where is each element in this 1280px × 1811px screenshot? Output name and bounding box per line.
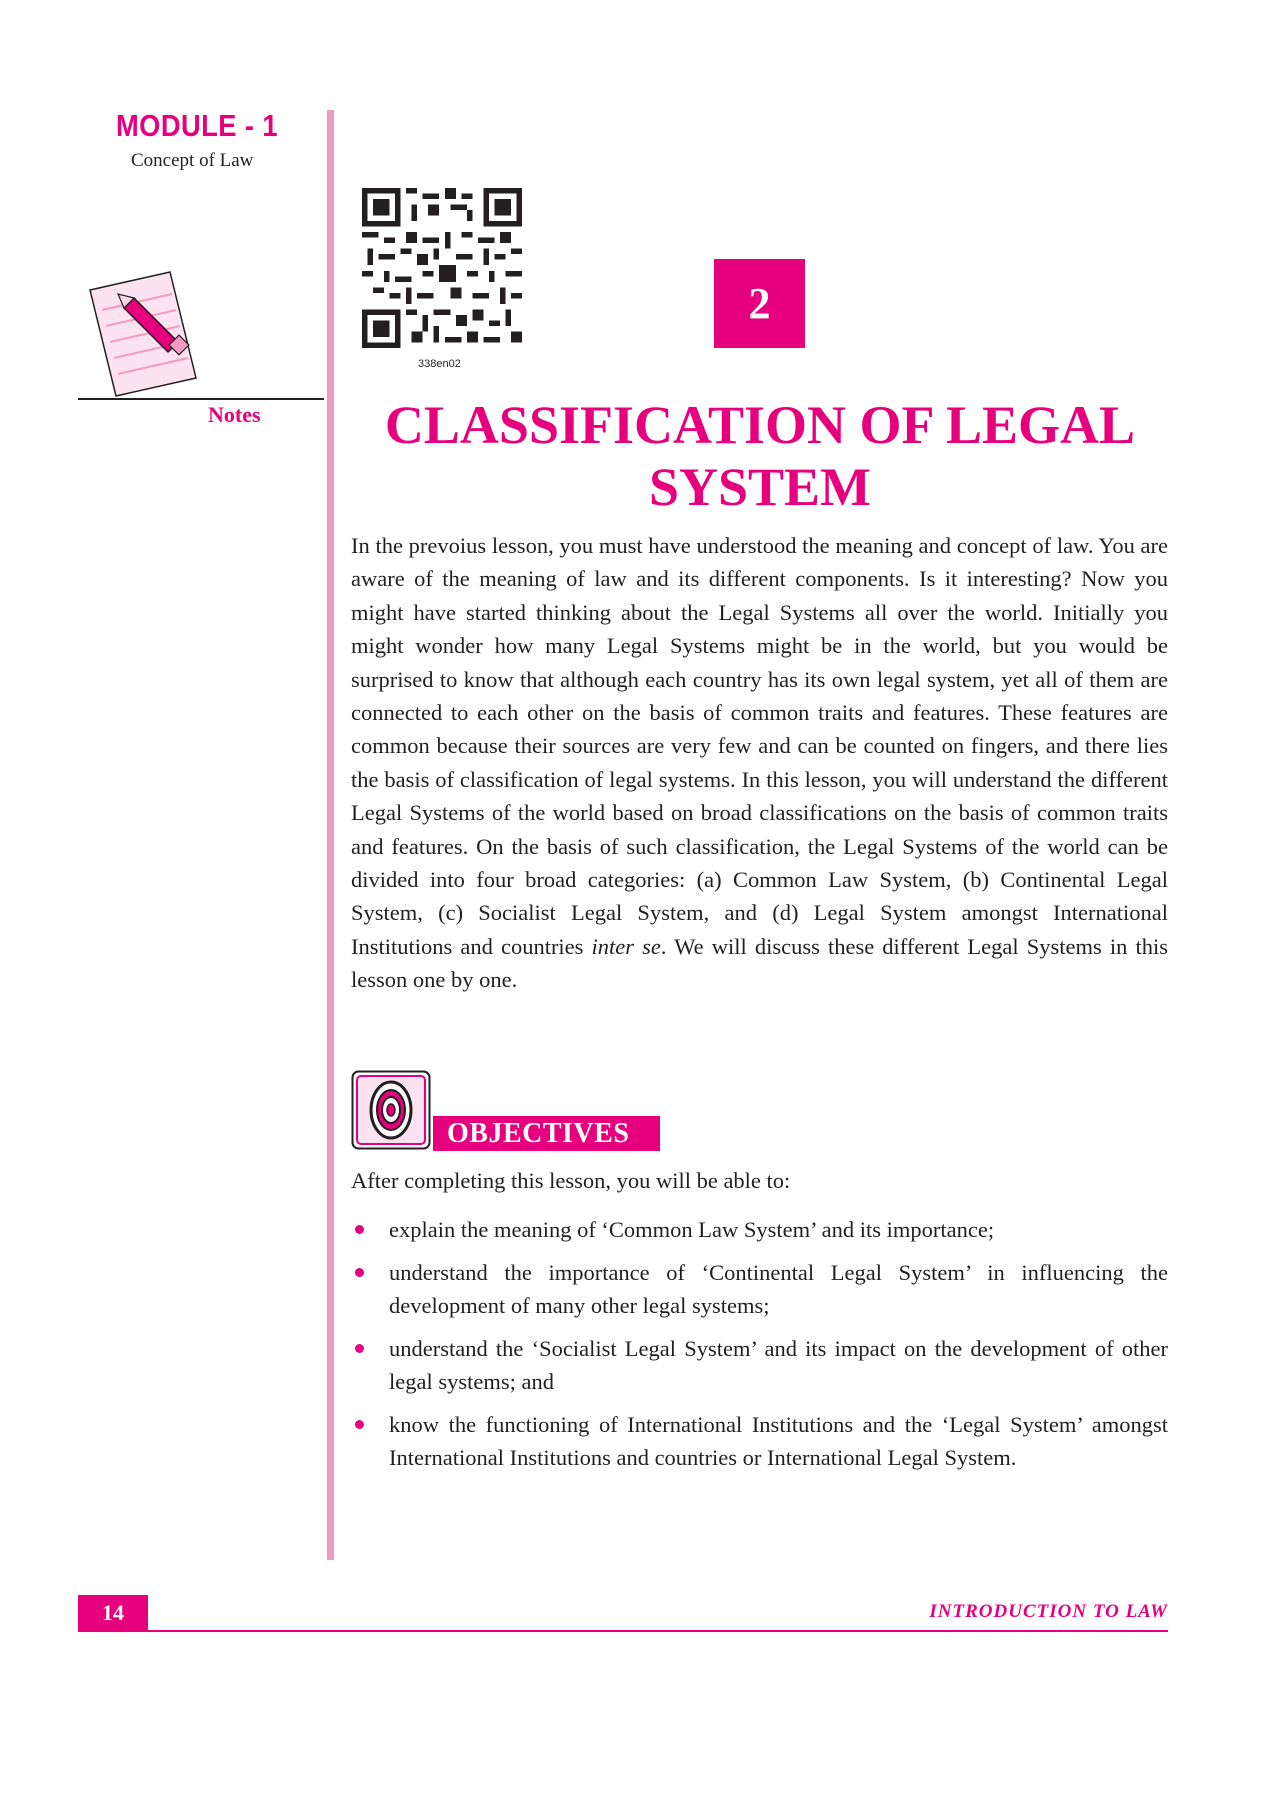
- footer-rule: [78, 1630, 1168, 1632]
- bullet-icon: [355, 1420, 364, 1429]
- notes-pencil-icon: [78, 268, 210, 408]
- module-title: MODULE - 1: [116, 108, 279, 143]
- intro-italic: inter se: [591, 933, 661, 959]
- chapter-number: 2: [714, 259, 805, 348]
- objectives-heading: OBJECTIVES: [433, 1116, 660, 1151]
- chapter-title-line-1: CLASSIFICATION OF LEGAL: [384, 395, 1136, 455]
- intro-paragraph: [351, 529, 1168, 997]
- intro-text-1: In the prevoius lesson, you must have understood the meaning and concept of law. You are aware of the meaning of law and its different components. Is it interesting? Now you might have started thinking about the Legal Systems all over the world. Initially you might wonder how many Legal Systems might be in the world, but you would be surprised to know that although each country has its own legal system, yet all of them are connected to each other on the basis of common traits and features. These features are common because their sources are very few and can be counted on fingers, and there lies the basis of classification of legal systems. In this lesson, you will understand the different Legal Systems of the world based on broad classifications on the basis of common traits and features. On the basis of such classification, the Legal Systems of the world can be divided into four broad categories: (a) Common Law System, (b) Continental Legal System, (c) Socialist Legal System, and (d) Legal System amongst International Institutions and countries: [351, 533, 1168, 959]
- module-subtitle: Concept of Law: [131, 150, 254, 171]
- footer-book-title: INTRODUCTION TO LAW: [929, 1601, 1168, 1622]
- objective-item: explain the meaning of ‘Common Law System’ and its importance;: [351, 1213, 1168, 1247]
- chapter-title-line-2: SYSTEM: [648, 457, 872, 517]
- intro-text-2: . We will discuss these different Legal Systems in this lesson one by one.: [351, 933, 1168, 993]
- objectives-intro: After completing this lesson, you will be able to:: [351, 1168, 791, 1193]
- objective-item: know the functioning of International Institutions and the ‘Legal System’ amongst International Institutions and countries or International Legal System.: [351, 1408, 1168, 1475]
- target-icon: [351, 1070, 431, 1150]
- objective-item: understand the ‘Socialist Legal System’ and its impact on the development of other legal systems; and: [351, 1332, 1168, 1399]
- margin-bar: [327, 110, 334, 1560]
- chapter-title: [350, 394, 1170, 518]
- page-number: 14: [78, 1595, 148, 1631]
- notes-label: Notes: [208, 402, 261, 427]
- objective-item: understand the importance of ‘Continental Legal System’ in influencing the development of many other legal systems;: [351, 1256, 1168, 1323]
- bullet-icon: [355, 1225, 364, 1234]
- qr-code[interactable]: [362, 188, 522, 348]
- objectives-list: [351, 1213, 1168, 1484]
- bullet-icon: [355, 1344, 364, 1353]
- notes-divider: [78, 398, 324, 400]
- qr-code-label: 338en02: [418, 358, 461, 370]
- bullet-icon: [355, 1268, 364, 1277]
